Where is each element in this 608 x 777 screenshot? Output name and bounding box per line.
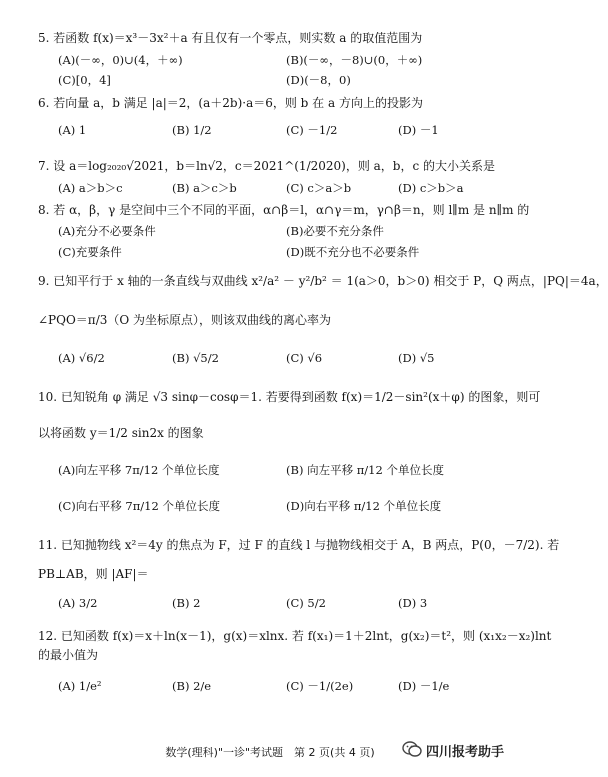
- question-5-stem: 5. 若函数 f(x)＝x³－3x²＋a 有且仅有一个零点，则实数 a 的取值范围为: [38, 31, 423, 45]
- question-12-option-a: (A) 1/e²: [58, 679, 102, 693]
- question-5-option-c: (C)[0，4]: [58, 73, 111, 87]
- question-12-stem-continued: 的最小值为: [38, 648, 99, 662]
- question-6-option-b: (B) 1/2: [172, 123, 212, 137]
- question-10-option-d: (D)向右平移 π/12 个单位长度: [286, 499, 442, 513]
- question-9-stem: 9. 已知平行于 x 轴的一条直线与双曲线 x²/a² － y²/b² ＝ 1(a＞0，b＞0) 相交于 P，Q 两点，|PQ|＝4a，: [38, 274, 608, 288]
- question-11-stem: 11. 已知抛物线 x²＝4y 的焦点为 F，过 F 的直线 l 与抛物线相交于 A，B 两点，P(0，－7/2). 若: [38, 538, 560, 552]
- question-7-option-c: (C) c＞a＞b: [286, 181, 352, 195]
- question-8-option-c: (C)充要条件: [58, 245, 122, 259]
- watermark-text: 四川报考助手: [426, 745, 505, 760]
- question-11-option-d: (D) 3: [398, 596, 428, 610]
- question-5-option-a: (A)(－∞，0)∪(4，＋∞): [58, 53, 183, 67]
- question-9-option-a: (A) √6/2: [58, 351, 105, 365]
- question-10-option-a: (A)向左平移 7π/12 个单位长度: [58, 463, 220, 477]
- question-11-option-b: (B) 2: [172, 596, 201, 610]
- question-9-option-d: (D) √5: [398, 351, 435, 365]
- question-11-option-c: (C) 5/2: [286, 596, 326, 610]
- page-footer: 数学(理科)"一诊"考试题 第 2 页(共 4 页): [165, 746, 375, 759]
- question-5-option-b: (B)(－∞，－8)∪(0，＋∞): [286, 53, 423, 67]
- question-5-option-d: (D)(－8，0): [286, 73, 351, 87]
- question-7-option-b: (B) a＞c＞b: [172, 181, 237, 195]
- question-12-option-d: (D) －1/e: [398, 679, 450, 693]
- question-6-option-a: (A) 1: [58, 123, 87, 137]
- wechat-icon: [402, 740, 422, 758]
- question-10-stem: 10. 已知锐角 φ 满足 √3 sinφ－cosφ＝1. 若要得到函数 f(x)＝1/2－sin²(x＋φ) 的图象，则可: [38, 390, 541, 404]
- question-11-stem-continued: PB⊥AB，则 |AF|＝: [38, 567, 149, 581]
- question-8-option-d: (D)既不充分也不必要条件: [286, 245, 420, 259]
- question-12-stem: 12. 已知函数 f(x)＝x＋ln(x－1)，g(x)＝xlnx. 若 f(x₁)＝1＋2lnt，g(x₂)＝t²，则 (x₁x₂－x₂)lnt: [38, 629, 552, 643]
- question-12-option-c: (C) －1/(2e): [286, 679, 354, 693]
- question-8-option-b: (B)必要不充分条件: [286, 224, 384, 238]
- question-9-option-c: (C) √6: [286, 351, 323, 365]
- question-11-option-a: (A) 3/2: [58, 596, 98, 610]
- question-8-stem: 8. 若 α，β，γ 是空间中三个不同的平面，α∩β＝l，α∩γ＝m，γ∩β＝n，则 l∥m 是 n∥m 的: [38, 203, 530, 217]
- question-7-stem: 7. 设 a＝log₂₀₂₀√2021，b＝ln√2，c＝2021^(1/2020)，则 a，b，c 的大小关系是: [38, 159, 496, 173]
- question-9-option-b: (B) √5/2: [172, 351, 219, 365]
- question-10-stem-continued: 以将函数 y＝1/2 sin2x 的图象: [38, 426, 204, 440]
- question-12-option-b: (B) 2/e: [172, 679, 212, 693]
- watermark: [402, 738, 538, 762]
- question-7-option-d: (D) c＞b＞a: [398, 181, 464, 195]
- question-9-stem-continued: ∠PQO＝π/3（O 为坐标原点），则该双曲线的离心率为: [38, 313, 332, 327]
- question-6-option-c: (C) －1/2: [286, 123, 338, 137]
- question-7-option-a: (A) a＞b＞c: [58, 181, 123, 195]
- question-10-option-b: (B) 向左平移 π/12 个单位长度: [286, 463, 444, 477]
- question-6-option-d: (D) －1: [398, 123, 439, 137]
- question-10-option-c: (C)向右平移 7π/12 个单位长度: [58, 499, 220, 513]
- question-8-option-a: (A)充分不必要条件: [58, 224, 156, 238]
- question-6-stem: 6. 若向量 a，b 满足 |a|＝2，(a＋2b)·a＝6，则 b 在 a 方向上的投影为: [38, 96, 423, 110]
